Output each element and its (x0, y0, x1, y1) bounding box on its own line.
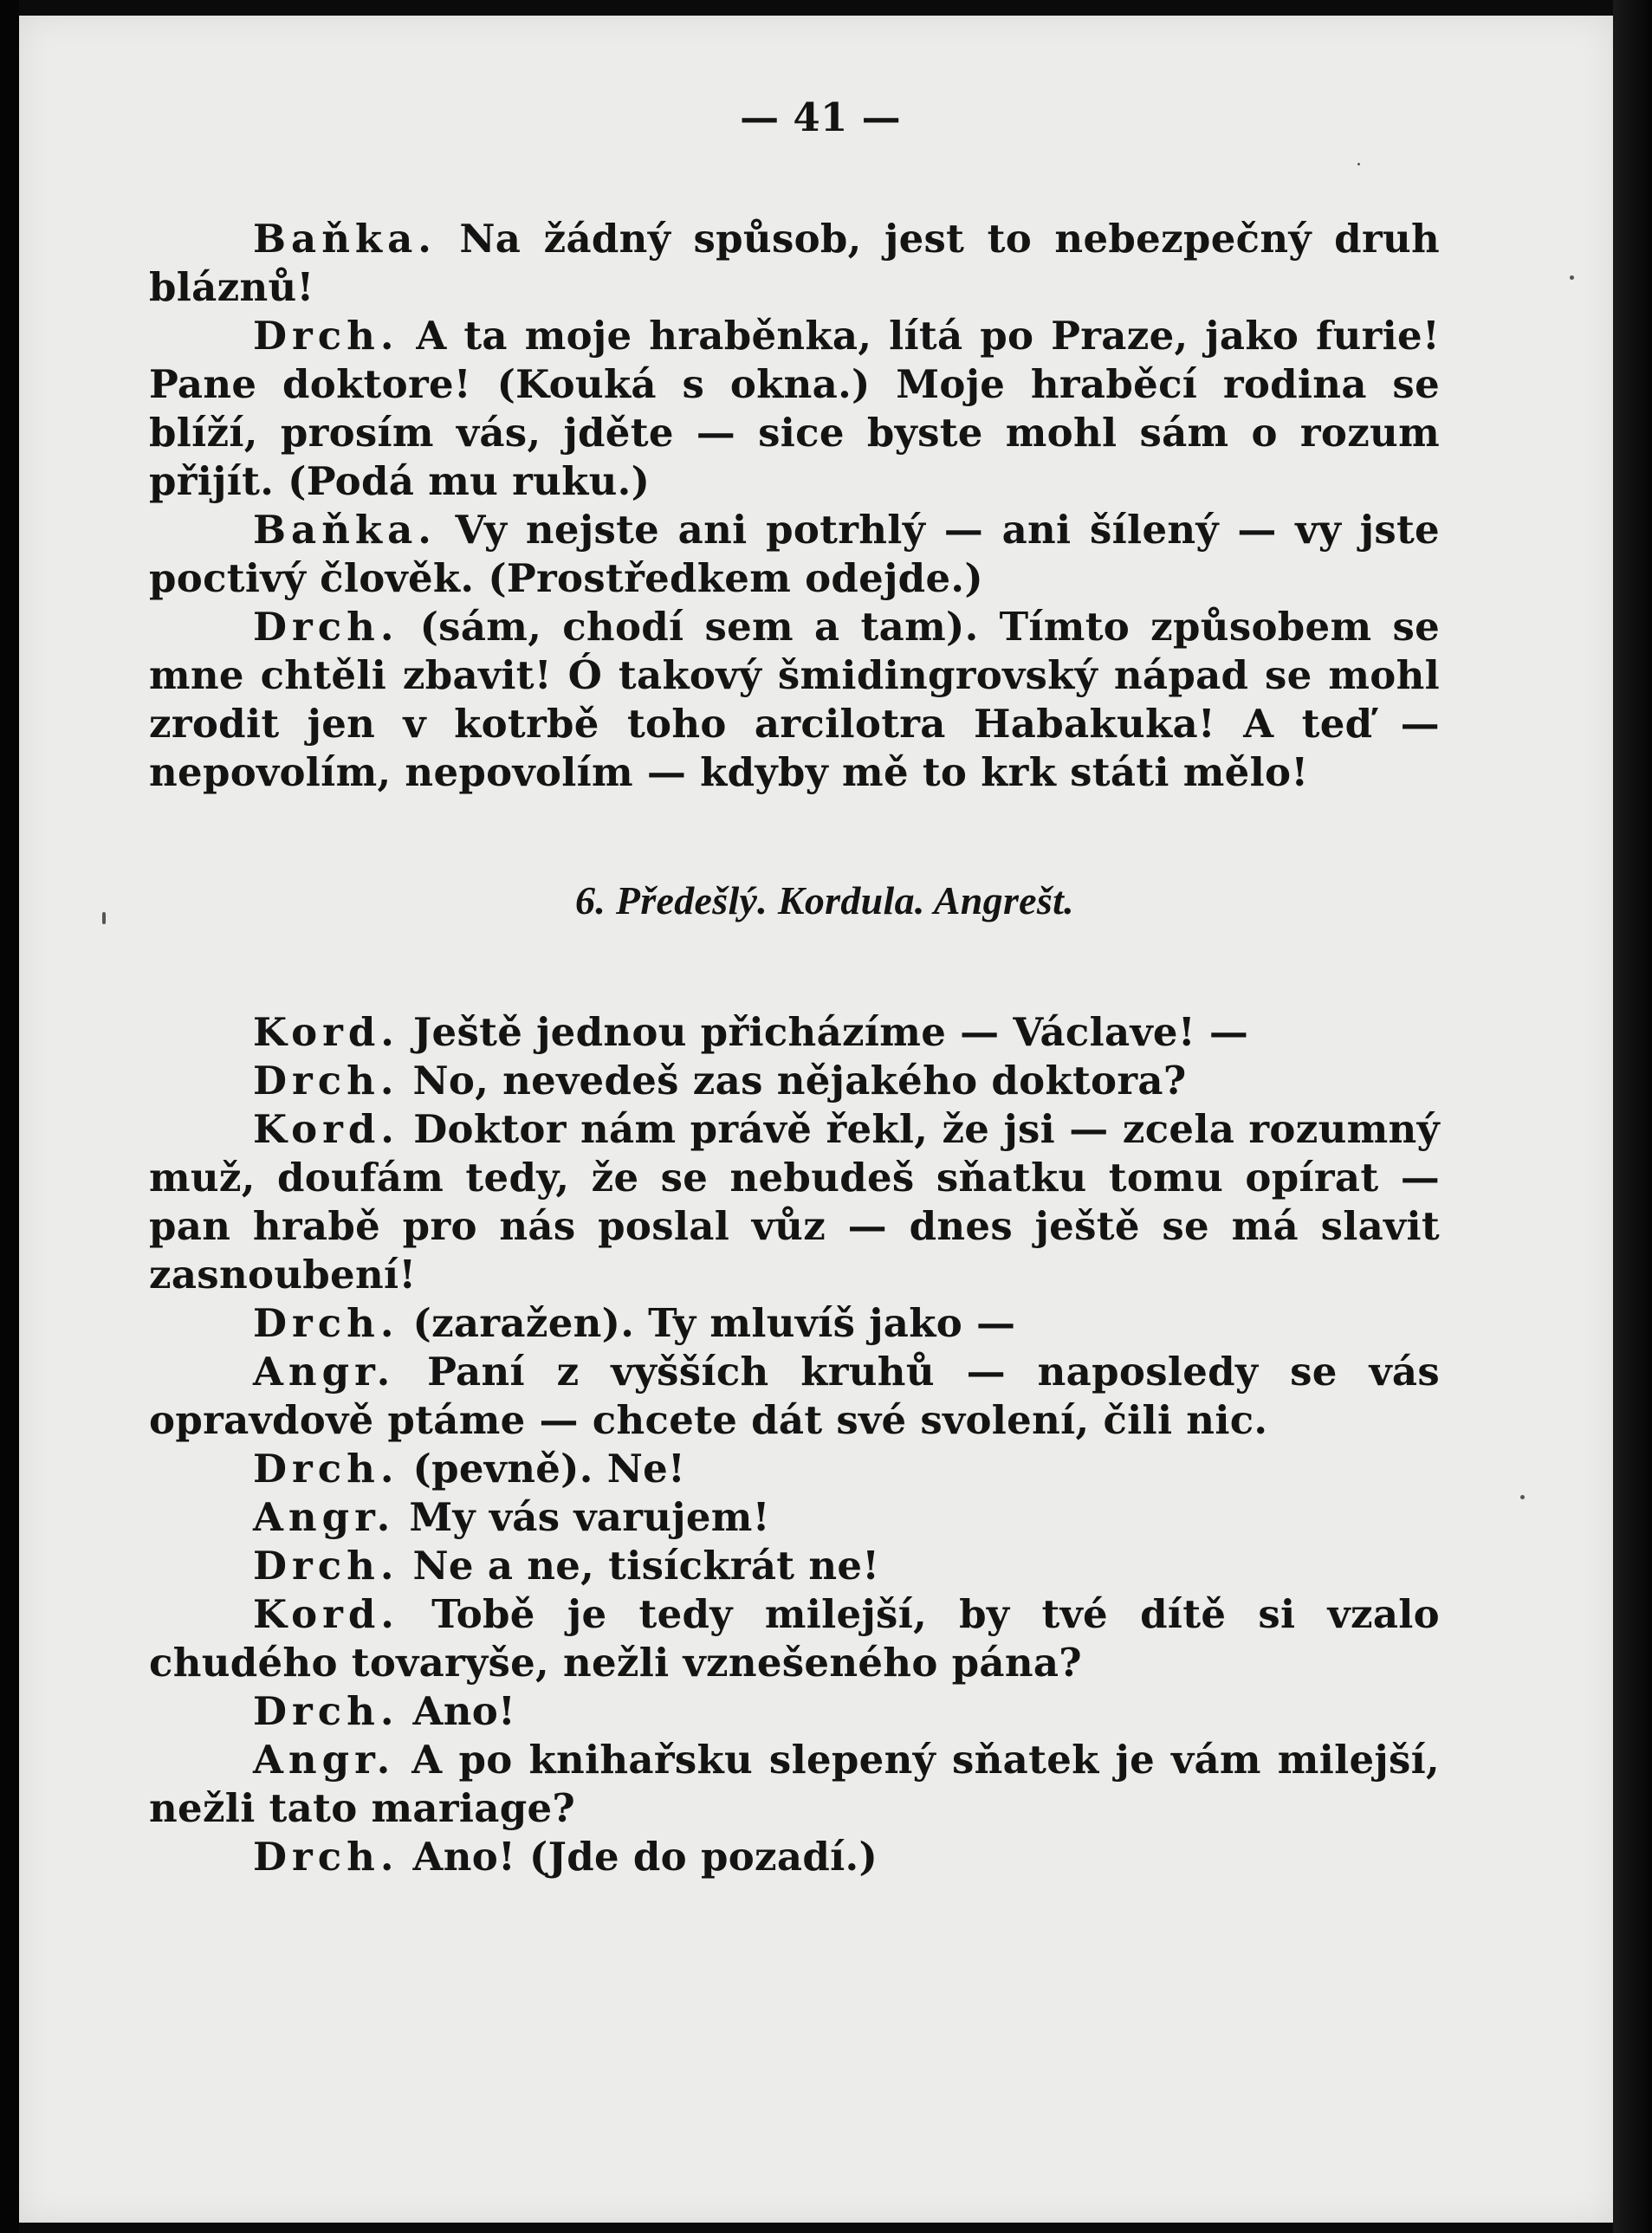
dialogue-text: Doktor nám právě řekl, že jsi — zcela rozumný muž, doufám tedy, že se nebudeš sňatku tomu opírat — pan hrabě pro nás poslal vůz — dnes ještě se má slavit zasnoubení! (149, 1106, 1440, 1298)
dialogue-text: (sám, chodí sem a tam). Tímto způsobem se mne chtěli zbavit! Ó takový šmidingrovský nápad se mohl zrodit jen v kotrbě toho arcilotra Habakuka! A teď — nepovolím, nepovolím — kdyby mě to krk státi mělo! (149, 604, 1441, 795)
dialogue-line (149, 603, 1440, 797)
speaker-name: Drch. (253, 1058, 399, 1104)
speaker-name: Drch. (253, 1543, 399, 1589)
paper-speck (1570, 275, 1574, 280)
dialogue-text: A ta moje hraběnka, lítá po Praze, jako furie! Pane doktore! (Kouká s okna.) Moje hraběcí rodina se blíží, prosím vás, jděte — sice byste mohl sám o rozum přijít. (Podá mu ruku.) (149, 313, 1441, 504)
dialogue-line (149, 1445, 1440, 1493)
speaker-name: Drch. (253, 1300, 399, 1346)
dialogue-line (149, 1105, 1440, 1299)
speaker-name: Baňka. (253, 507, 437, 553)
dialogue-line (149, 1348, 1440, 1445)
speaker-name: Drch. (253, 1834, 399, 1880)
speaker-name: Angr. (253, 1737, 396, 1783)
dialogue-block-2 (149, 1008, 1440, 1881)
speaker-name: Drch. (253, 1446, 399, 1492)
speaker-name: Kord. (253, 1106, 399, 1152)
dialogue-line (149, 1542, 1440, 1590)
dialogue-text: Ano! (412, 1688, 516, 1734)
dialogue-line (149, 1493, 1440, 1542)
dialogue-text: Na žádný spůsob, jest to nebezpečný druh bláznů! (149, 216, 1440, 310)
dialogue-line (149, 1736, 1440, 1833)
dialogue-line (149, 506, 1440, 603)
dialogue-text: Vy nejste ani potrhlý — ani šílený — vy jste poctivý člověk. (Prostředkem odejde.) (149, 507, 1440, 601)
page-text (149, 94, 1440, 1881)
dialogue-text: (pevně). Ne! (412, 1446, 686, 1492)
page-number: — 41 — (740, 94, 901, 140)
speaker-name: Angr. (253, 1494, 396, 1540)
speaker-name: Angr. (253, 1349, 396, 1395)
dialogue-line (149, 215, 1440, 312)
dialogue-line (149, 1008, 1440, 1057)
paper-speck (1520, 1495, 1525, 1499)
dialogue-text: Paní z vyšších kruhů — naposledy se vás opravdově ptáme — chcete dát své svolení, čili nic. (149, 1349, 1440, 1443)
dialogue-text: (zaražen). Ty mluvíš jako — (412, 1300, 1016, 1346)
dialogue-text: Ještě jednou přicházíme — Václave! — (412, 1009, 1249, 1055)
dialogue-text: My vás varujem! (409, 1494, 770, 1540)
dialogue-text: A po knihařsku slepený sňatek je vám milejší, nežli tato mariage? (149, 1737, 1440, 1831)
speaker-name: Drch. (253, 604, 399, 650)
speaker-name: Baňka. (253, 216, 437, 262)
dialogue-line (149, 312, 1440, 506)
dialogue-line (149, 1687, 1440, 1736)
dialogue-line (149, 1590, 1440, 1687)
dialogue-text: Ano! (Jde do pozadí.) (412, 1834, 878, 1880)
speaker-name: Kord. (253, 1591, 399, 1637)
dialogue-line (149, 1299, 1440, 1348)
dialogue-block-1 (149, 215, 1440, 797)
dialogue-text: Ne a ne, tisíckrát ne! (412, 1543, 880, 1589)
speaker-name: Kord. (253, 1009, 399, 1055)
dialogue-text: No, nevedeš zas nějakého doktora? (412, 1058, 1187, 1104)
scene-heading: 6. Předešlý. Kordula. Angrešt. (575, 878, 1074, 922)
speaker-name: Drch. (253, 313, 399, 359)
speaker-name: Drch. (253, 1688, 399, 1734)
scan-left-border (0, 0, 19, 2233)
paper-speck (102, 912, 106, 924)
scan-right-border (1613, 0, 1652, 2233)
dialogue-line (149, 1833, 1440, 1881)
dialogue-line (149, 1057, 1440, 1105)
dialogue-text: Tobě je tedy milejší, by tvé dítě si vzalo chudého tovaryše, nežli vznešeného pána? (149, 1591, 1440, 1686)
